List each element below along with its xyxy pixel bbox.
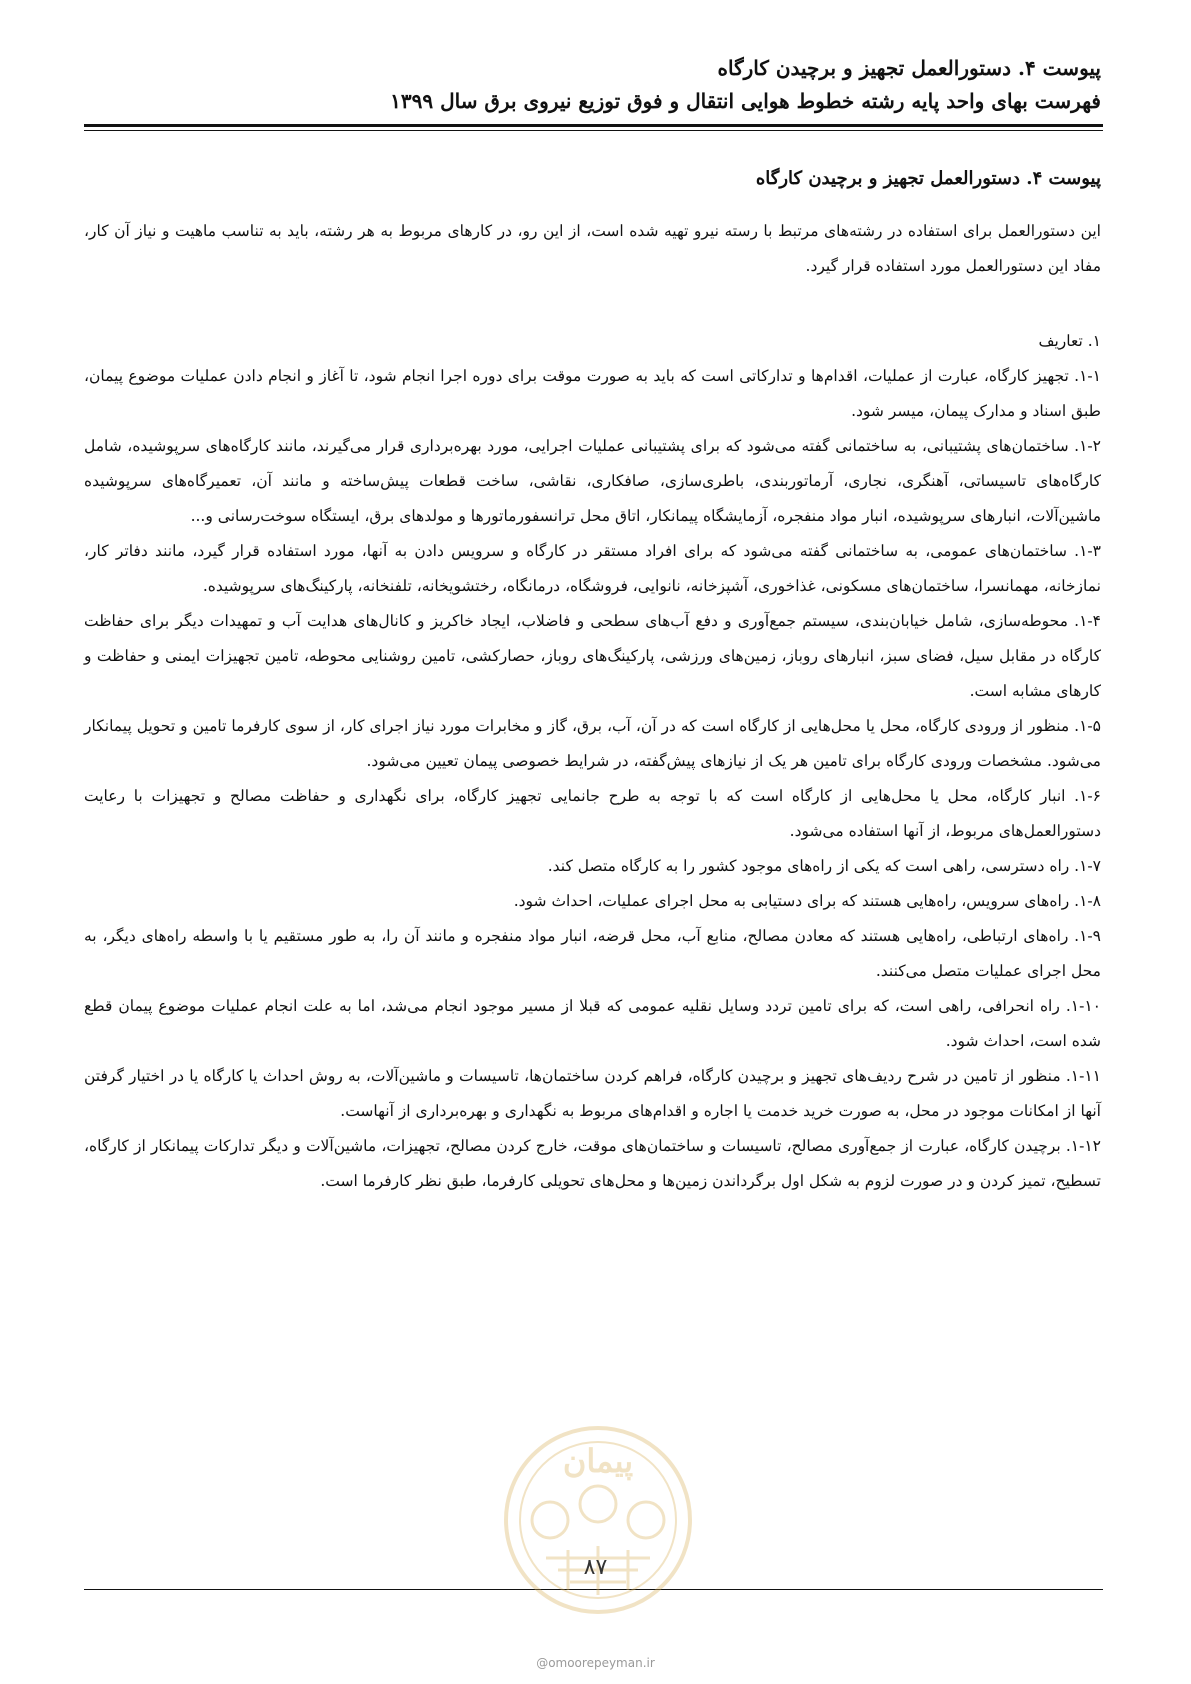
- header-rule-thin: [84, 130, 1103, 131]
- definitions-heading: ۱. تعاریف: [1038, 332, 1101, 350]
- definition-1-6: ۱-۶. انبار کارگاه، محل یا محل‌هایی از کارگاه است که با توجه به طرح جانمایی تجهیز کارگاه، برای نگهداری و حفاظت مصالح و تجهیزات با رعایت دستورالعمل‌های مربوط، از آنها استفاده می‌شود.: [84, 787, 1101, 840]
- watermark-seal-logo: [498, 1420, 698, 1620]
- page-number: ۸۷: [583, 1555, 608, 1580]
- definition-1-12: ۱-۱۲. برچیدن کارگاه، عبارت از جمع‌آوری مصالح، تاسیسات و ساختمان‌های موقت، خارج کردن مصالح، تجهیزات، ماشین‌آلات و دیگر تدارکات پیمانکار از کارگاه، تسطیح، تمیز کردن و در صورت لزوم به شکل اول برگرداندن زمین‌ها و محل‌های تحویلی کارفرما، طبق نظر کارفرما است.: [84, 1137, 1101, 1190]
- definition-1-7: ۱-۷. راه دسترسی، راهی است که یکی از راه‌های موجود کشور را به کارگاه متصل کند.: [547, 857, 1101, 875]
- definition-1-4: ۱-۴. محوطه‌سازی، شامل خیابان‌بندی، سیستم جمع‌آوری و دفع آب‌های سطحی و فاضلاب، ایجاد خاکریز و کانال‌های هدایت آب و تمهیدات دیگر برای حفاظت کارگاه در مقابل سیل، فضای سبز، انبارهای روباز، زمین‌های ورزشی، پارکینگ‌های روباز، حصارکشی، تامین روشنایی محوطه، تامین تجهیزات ایمنی و حفاظت و کارهای مشابه است.: [84, 612, 1101, 700]
- seal-text: پیمان: [562, 1442, 634, 1480]
- section-title: پیوست ۴. دستورالعمل تجهیز و برچیدن کارگاه: [755, 168, 1101, 189]
- header-appendix-title: پیوست ۴. دستورالعمل تجهیز و برچیدن کارگاه: [717, 56, 1101, 80]
- definition-1-2: ۱-۲. ساختمان‌های پشتیبانی، به ساختمانی گفته می‌شود که برای پشتیبانی عملیات اجرایی، مورد بهره‌برداری قرار می‌گیرند، مانند کارگاه‌های سرپوشیده، شامل کارگاه‌های تاسیساتی، آهنگری، نجاری، آرماتوربندی، باطری‌سازی، صافکاری، نقاشی، ساخت قطعات پیش‌ساخته و مانند آن، تعمیرگاه‌های سرپوشیده ماشین‌آلات، انبارهای سرپوشیده، انبار مواد منفجره، آزمایشگاه پیمانکار، اتاق محل ترانسفورماتورها و مولدهای برق، ایستگاه سوخت‌رسانی و...: [84, 437, 1101, 525]
- seal-inner-medallions: [532, 1486, 664, 1538]
- definition-1-9: ۱-۹. راه‌های ارتباطی، راه‌هایی هستند که معادن مصالح، منابع آب، محل قرضه، انبار مواد منفجره و مانند آن را، به طور مستقیم یا با واسطه راه‌های دیگر، به محل اجرای عملیات متصل می‌کنند.: [84, 927, 1101, 980]
- definition-1-3: ۱-۳. ساختمان‌های عمومی، به ساختمانی گفته می‌شود که برای افراد مستقر در کارگاه و سرویس دادن به آنها، مورد استفاده قرار گیرد، مانند دفاتر کار، نمازخانه، مهمانسرا، ساختمان‌های مسکونی، غذاخوری، آشپزخانه، نانوایی، فروشگاه، درمانگاه، رختشویخانه، تلفنخانه، پارکینگ‌های سرپوشیده.: [84, 542, 1101, 595]
- header-price-list-title: فهرست بهای واحد پایه رشته خطوط هوایی انتقال و فوق توزیع نیروی برق سال ۱۳۹۹: [390, 89, 1101, 113]
- document-body: [84, 164, 1101, 1199]
- watermark-url: [0, 1656, 1191, 1670]
- intro-paragraph: این دستورالعمل برای استفاده در رشته‌های مرتبط با رسته نیرو تهیه شده است، از این رو، در کارهای مربوط به هر رشته، باید به تناسب ماهیت و نیاز آن کار، مفاد این دستورالعمل مورد استفاده قرار گیرد.: [84, 222, 1101, 275]
- watermark-site: omoorepeyman.ir: [548, 1656, 655, 1670]
- definition-1-5: ۱-۵. منظور از ورودی کارگاه، محل یا محل‌هایی از کارگاه است که در آن، آب، برق، گاز و مخابرات مورد نیاز اجرای کار، از سوی کارفرما تامین و تحویل پیمانکار می‌شود. مشخصات ورودی کارگاه برای تامین هر یک از نیازهای پیش‌گفته، در شرایط خصوصی پیمان تعیین می‌شود.: [84, 717, 1101, 770]
- definition-1-10: ۱-۱۰. راه انحرافی، راهی است، که برای تامین تردد وسایل نقلیه عمومی که قبلا از مسیر موجود انجام می‌شد، اما به علت انجام عملیات موضوع پیمان قطع شده است، احداث شود.: [84, 997, 1101, 1050]
- at-sign-icon: @: [536, 1656, 549, 1670]
- header-rule-thick: [84, 124, 1103, 127]
- definition-1-8: ۱-۸. راه‌های سرویس، راه‌هایی هستند که برای دستیابی به محل اجرای عملیات، احداث شود.: [513, 892, 1101, 910]
- definition-1-1: ۱-۱. تجهیز کارگاه، عبارت از عملیات، اقدام‌ها و تدارکاتی است که باید به صورت موقت برای دوره اجرا انجام شود، تا آغاز و انجام دادن عملیات موضوع پیمان، طبق اسناد و مدارک پیمان، میسر شود.: [84, 367, 1101, 420]
- page-header: [84, 52, 1101, 118]
- definition-1-11: ۱-۱۱. منظور از تامین در شرح ردیف‌های تجهیز و برچیدن کارگاه، فراهم کردن ساختمان‌ها، تاسیسات و ماشین‌آلات، به روش احداث یا کارگاه یا در اختیار گرفتن آنها از امکانات موجود در محل، به صورت خرید خدمت یا اجاره و اقدام‌های مربوط به نگهداری و بهره‌برداری از آنهاست.: [84, 1067, 1101, 1120]
